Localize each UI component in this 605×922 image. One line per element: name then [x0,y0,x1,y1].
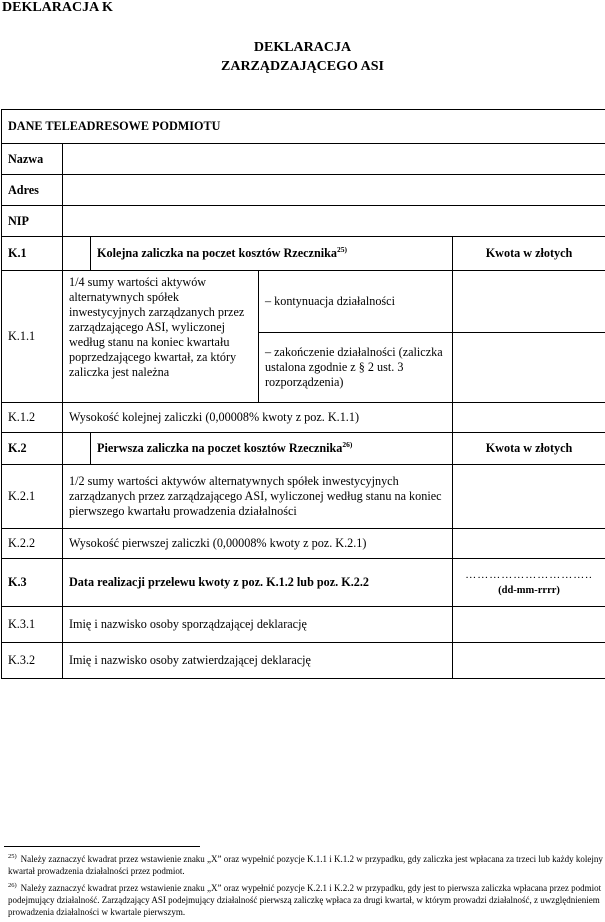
k3-date-dots: ………………………….. [465,568,593,581]
contact-address-row [2,175,605,206]
contact-section-title: DANE TELEADRESOWE PODMIOTU [2,110,605,144]
k1-title-text: Kolejna zaliczka na poczet kosztów Rzecznika [97,246,337,260]
k2-header-row [2,433,605,465]
k2-title [91,433,453,465]
k31-row [2,607,605,643]
k11-row-continuation [2,271,605,333]
footnote-26-number: 26) [8,882,17,889]
k12-code: K.1.2 [2,403,63,433]
k11-option-continuation: – kontynuacja działalności [259,271,453,333]
nip-field[interactable] [63,206,605,237]
k1-code: K.1 [2,237,63,271]
k32-field[interactable] [453,643,605,679]
k2-amount-header: Kwota w złotych [453,433,605,465]
name-label: Nazwa [2,144,63,175]
k32-code: K.3.2 [2,643,63,679]
footnote-25-text: Należy zaznaczyć kwadrat przez wstawienie znaku „X” oraz wypełnić pozycje K.1.1 i K.1.2 w przypadku, gdy zaliczka jest wpłacana za trzeci lub każdy kolejny kwartał prowadzenia działalności przez podmiot. [8,854,603,876]
k1-title [91,237,453,271]
k2-footnote-ref: 26) [342,439,353,449]
k31-description: Imię i nazwisko osoby sporządzającej deklarację [63,607,453,643]
footnote-25-number: 25) [8,853,17,860]
address-label: Adres [2,175,63,206]
k12-amount-field[interactable] [453,403,605,433]
document-title-line-1: DEKLARACJA [253,40,352,55]
k3-header-row [2,559,605,607]
k22-amount-field[interactable] [453,529,605,559]
contact-section-row [2,110,605,144]
k3-date-format: (dd-mm-rrrr) [498,584,560,596]
k12-row [2,403,605,433]
name-field[interactable] [63,144,605,175]
k21-amount-field[interactable] [453,465,605,529]
k21-code: K.2.1 [2,465,63,529]
k2-code: K.2 [2,433,63,465]
k3-code: K.3 [2,559,63,607]
nip-label: NIP [2,206,63,237]
k31-field[interactable] [453,607,605,643]
declaration-table [1,109,605,679]
k1-checkbox[interactable] [63,237,91,271]
footnote-26 [8,882,603,918]
k2-title-text: Pierwsza zaliczka na poczet kosztów Rzecznika [97,441,343,455]
k11-amount-termination[interactable] [453,333,605,403]
k22-code: K.2.2 [2,529,63,559]
k11-code: K.1.1 [2,271,63,403]
k1-header-row [2,237,605,271]
k21-description: 1/2 sumy wartości aktywów alternatywnych spółek inwestycyjnych zarządzanych przez zarządzającego ASI, wyliczonej według stanu na koniec pierwszego kwartału prowadzenia działalności [63,465,453,529]
contact-nip-row [2,206,605,237]
k21-row [2,465,605,529]
k32-row [2,643,605,679]
contact-name-row [2,144,605,175]
footnote-divider [4,846,200,847]
k32-description: Imię i nazwisko osoby zatwierdzającej deklarację [63,643,453,679]
k1-amount-header: Kwota w złotych [453,237,605,271]
document-title [0,38,605,76]
k11-description: 1/4 sumy wartości aktywów alternatywnych spółek inwestycyjnych zarządzanych przez zarządzającego ASI, wyliczonej według stanu na koniec kwartału poprzedzającego kwartał, za który zaliczka jest należna [63,271,259,403]
k11-amount-continuation[interactable] [453,271,605,333]
footnote-25 [8,853,603,877]
k11-option-termination: – zakończenie działalności (zaliczka ustalona zgodnie z § 2 ust. 3 rozporządzenia) [259,333,453,403]
k1-footnote-ref: 25) [336,244,347,254]
corner-title: DEKLARACJA K [2,0,113,15]
k3-date-field[interactable] [453,559,605,607]
k3-title: Data realizacji przelewu kwoty z poz. K.1.2 lub poz. K.2.2 [63,559,453,607]
k2-checkbox[interactable] [63,433,91,465]
k22-description: Wysokość pierwszej zaliczki (0,00008% kwoty z poz. K.2.1) [63,529,453,559]
k31-code: K.3.1 [2,607,63,643]
document-title-line-2: ZARZĄDZAJĄCEGO ASI [221,59,384,74]
footnote-26-text: Należy zaznaczyć kwadrat przez wstawienie znaku „X” oraz wypełnić pozycje K.2.1 i K.2.2 w przypadku, gdy jest to pierwsza zaliczka wpłacana przez podmiot podejmujący działalność. Zarządzający ASI podejmujący działalność pierwszą zaliczkę wpłaca za drugi kwartał, w którym prowadzi działalność, z uwzględnieniem prowadzenia działalności w kwartale pierwszym. [8,883,602,917]
k12-description: Wysokość kolejnej zaliczki (0,00008% kwoty z poz. K.1.1) [63,403,453,433]
k22-row [2,529,605,559]
address-field[interactable] [63,175,605,206]
